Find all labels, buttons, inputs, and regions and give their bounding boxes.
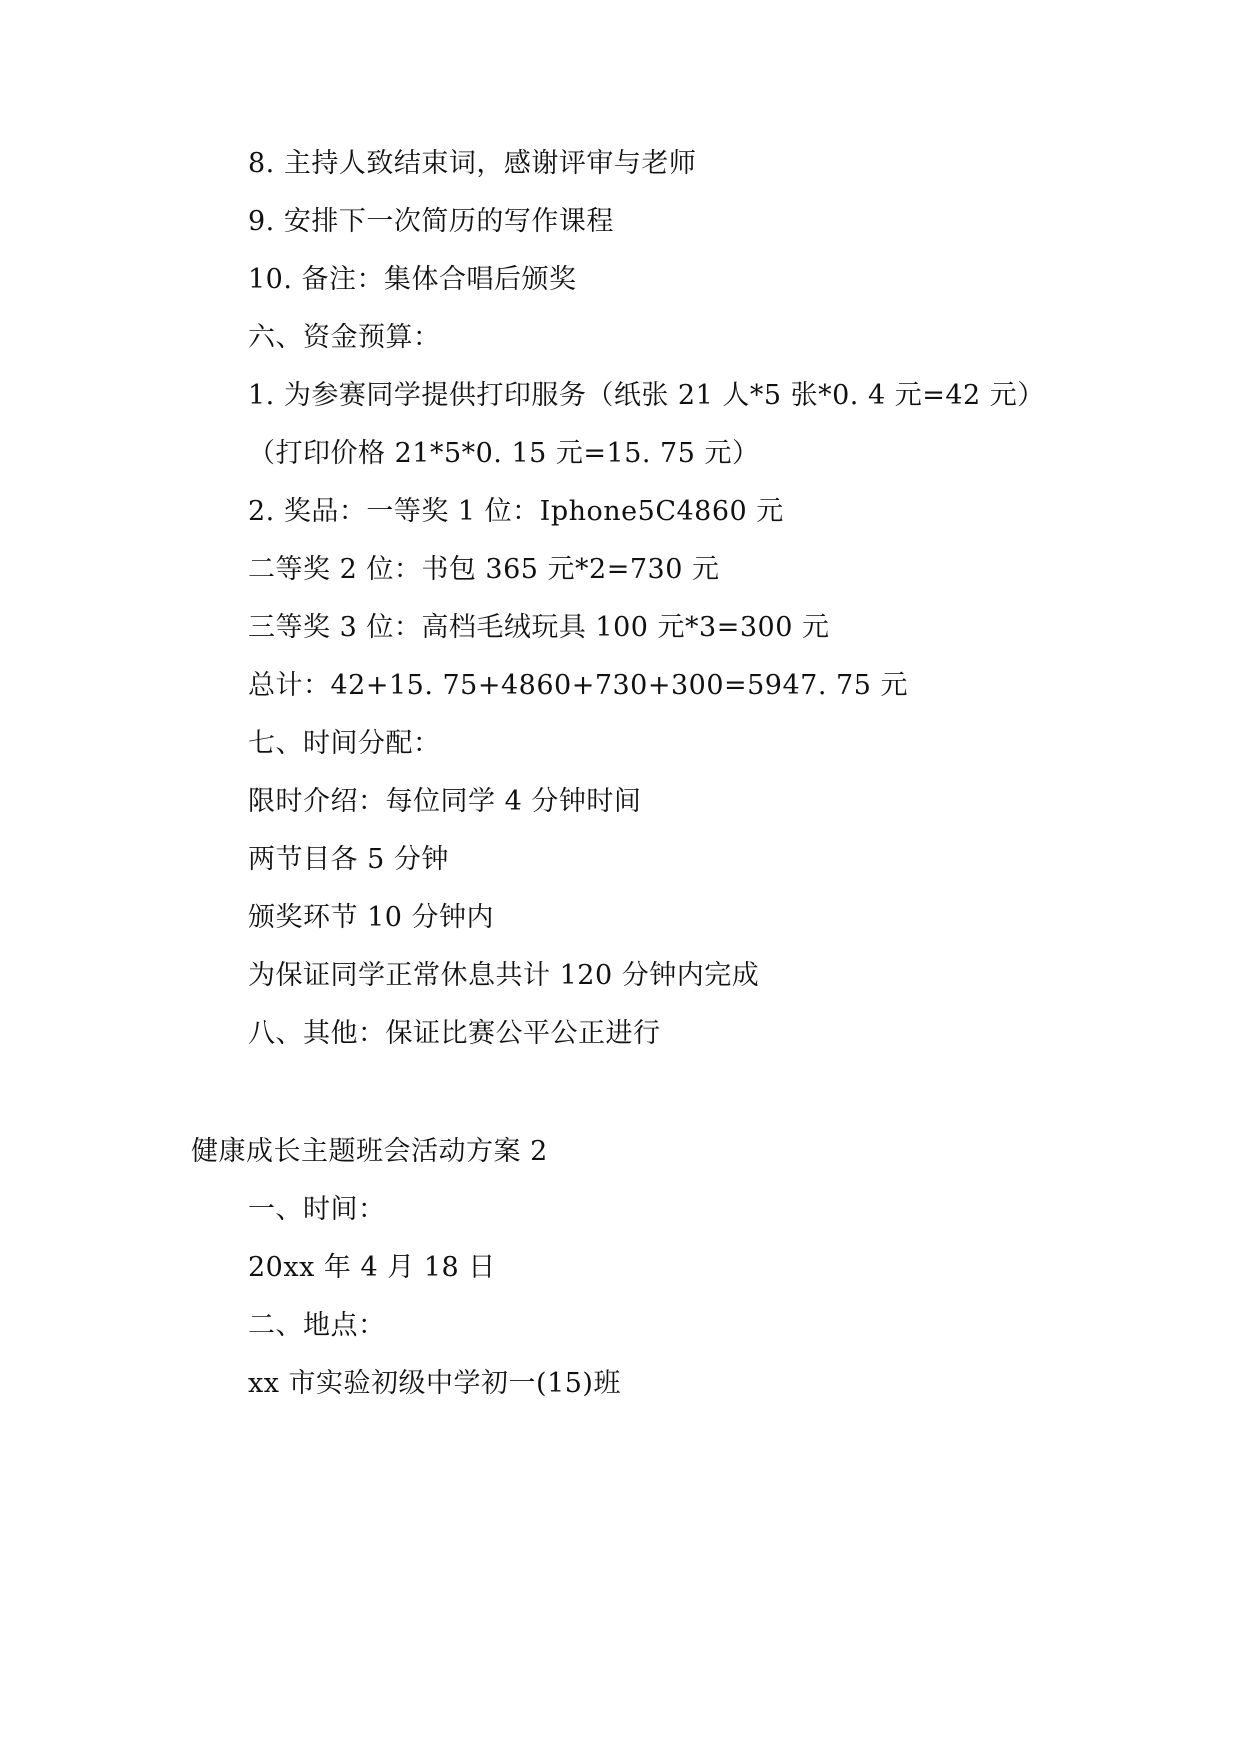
text-line: 总计：42+15. 75+4860+730+300=5947. 75 元 <box>248 670 908 701</box>
text-line: 9. 安排下一次简历的写作课程 <box>248 206 614 237</box>
section-heading: 六、资金预算： <box>248 322 441 353</box>
text-line: 二等奖 2 位：书包 365 元*2=730 元 <box>248 554 720 585</box>
text-line: 2. 奖品：一等奖 1 位：Iphone5C4860 元 <box>248 496 784 527</box>
text-line: 两节目各 5 分钟 <box>248 844 449 875</box>
text-line: （打印价格 21*5*0. 15 元=15. 75 元） <box>248 438 760 469</box>
text-line: 三等奖 3 位：高档毛绒玩具 100 元*3=300 元 <box>248 612 830 643</box>
text-line: 10. 备注：集体合唱后颁奖 <box>248 264 577 295</box>
text-line: 1. 为参赛同学提供打印服务（纸张 21 人*5 张*0. 4 元=42 元） <box>248 380 1045 411</box>
section-heading: 八、其他：保证比赛公平公正进行 <box>248 1018 661 1049</box>
text-line: xx 市实验初级中学初一(15)班 <box>248 1368 621 1399</box>
text-line: 限时介绍：每位同学 4 分钟时间 <box>248 786 642 817</box>
text-line: 颁奖环节 10 分钟内 <box>248 902 495 933</box>
text-line: 20xx 年 4 月 18 日 <box>248 1252 496 1283</box>
section-heading: 一、时间： <box>248 1194 386 1225</box>
section-heading: 七、时间分配： <box>248 728 441 759</box>
text-line: 8. 主持人致结束词，感谢评审与老师 <box>248 148 697 179</box>
section-heading: 二、地点： <box>248 1310 386 1341</box>
document-title: 健康成长主题班会活动方案 2 <box>191 1136 548 1167</box>
text-line: 为保证同学正常休息共计 120 分钟内完成 <box>248 960 760 991</box>
